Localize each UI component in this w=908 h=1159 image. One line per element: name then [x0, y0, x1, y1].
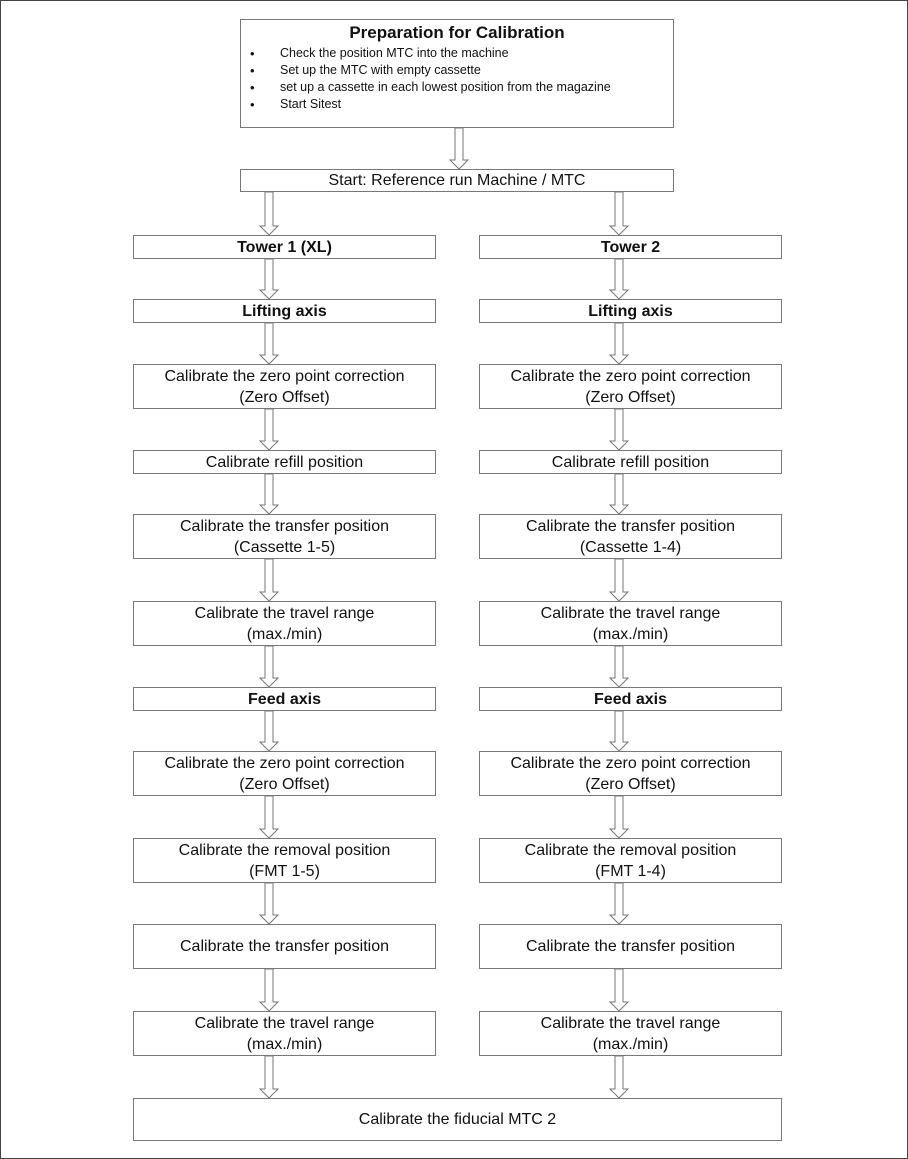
flow-arrow-icon [258, 259, 278, 299]
flow-arrow-icon [608, 969, 628, 1011]
tower1-feed-travel-line1: Calibrate the travel range [194, 1014, 375, 1032]
flow-arrow-icon [608, 259, 628, 299]
tower1-lift-travel-range-box [133, 601, 436, 646]
tower1-feed-axis-box [133, 687, 436, 711]
flow-arrow-icon [608, 1056, 628, 1098]
tower2-refill-box [479, 450, 782, 474]
tower1-lift-zero-line1: Calibrate the zero point correction [164, 367, 405, 385]
tower1-lift-zero-offset-box [133, 364, 436, 409]
tower1-transfer-cassette-box [133, 514, 436, 559]
tower2-feed-travel-line2: (max./min) [592, 1035, 669, 1053]
flow-arrow-icon [258, 409, 278, 450]
flow-arrow-icon [258, 969, 278, 1011]
tower1-feed-travel-range-box [133, 1011, 436, 1056]
tower2-feed-transfer-box [479, 924, 782, 969]
tower1-lift-zero-line2: (Zero Offset) [239, 388, 330, 406]
flow-arrow-icon [608, 192, 628, 235]
tower1-refill-box [133, 450, 436, 474]
preparation-title: Preparation for Calibration [349, 23, 565, 42]
flow-arrow-icon [608, 883, 628, 924]
preparation-item: • Set up the MTC with empty cassette [241, 62, 673, 79]
tower1-transfer-line2: (Cassette 1-5) [233, 538, 336, 556]
tower2-feed-transfer-label: Calibrate the transfer position [526, 938, 735, 955]
tower1-title-box [133, 235, 436, 259]
tower1-transfer-line1: Calibrate the transfer position [180, 517, 389, 535]
tower1-feed-transfer-label: Calibrate the transfer position [180, 938, 389, 955]
tower2-removal-line1: Calibrate the removal position [524, 841, 737, 859]
start-reference-run-label: Start: Reference run Machine / MTC [328, 172, 586, 189]
tower2-feed-travel-range-box [479, 1011, 782, 1056]
flow-arrow-icon [258, 796, 278, 838]
tower2-feed-zero-line1: Calibrate the zero point correction [510, 754, 751, 772]
tower2-lift-travel-line2: (max./min) [592, 625, 669, 643]
preparation-list [241, 45, 673, 113]
tower1-removal-line2: (FMT 1-5) [249, 862, 320, 880]
tower1-feed-zero-offset-box [133, 751, 436, 796]
tower1-removal-box [133, 838, 436, 883]
flow-arrow-icon [258, 323, 278, 364]
tower2-transfer-cassette-box [479, 514, 782, 559]
start-reference-run-box [240, 169, 674, 192]
preparation-item: • set up a cassette in each lowest position from the magazine [241, 79, 673, 96]
flow-arrow-icon [258, 559, 278, 601]
preparation-box [240, 19, 674, 128]
flow-arrow-icon [258, 883, 278, 924]
flow-arrow-icon [258, 646, 278, 687]
tower1-lift-travel-line2: (max./min) [246, 625, 323, 643]
flow-arrow-icon [608, 559, 628, 601]
tower1-feed-zero-line1: Calibrate the zero point correction [164, 754, 405, 772]
tower1-lift-travel-line1: Calibrate the travel range [194, 604, 375, 622]
flow-arrow-icon [258, 192, 278, 235]
tower1-lifting-axis-label: Lifting axis [242, 302, 327, 320]
flow-arrow-icon [608, 711, 628, 751]
tower2-title-box [479, 235, 782, 259]
tower2-refill-label: Calibrate refill position [551, 453, 710, 471]
fiducial-label: Calibrate the fiducial MTC 2 [358, 1111, 557, 1128]
tower2-lift-travel-line1: Calibrate the travel range [540, 604, 721, 622]
flow-arrow-icon [258, 474, 278, 514]
tower1-feed-zero-line2: (Zero Offset) [239, 775, 330, 793]
flow-arrow-icon [448, 128, 468, 169]
flow-arrow-icon [258, 1056, 278, 1098]
tower2-feed-zero-line2: (Zero Offset) [585, 775, 676, 793]
tower2-feed-axis-box [479, 687, 782, 711]
preparation-item: • Check the position MTC into the machine [241, 45, 673, 62]
tower2-lift-zero-offset-box [479, 364, 782, 409]
tower2-feed-travel-line1: Calibrate the travel range [540, 1014, 721, 1032]
tower2-lifting-axis-box [479, 299, 782, 323]
tower2-lifting-axis-label: Lifting axis [588, 302, 673, 320]
tower2-feed-zero-offset-box [479, 751, 782, 796]
flow-arrow-icon [608, 474, 628, 514]
fiducial-box [133, 1098, 782, 1141]
tower2-removal-line2: (FMT 1-4) [595, 862, 666, 880]
tower2-removal-box [479, 838, 782, 883]
tower1-lifting-axis-box [133, 299, 436, 323]
preparation-item: • Start Sitest [241, 96, 673, 113]
tower2-transfer-line2: (Cassette 1-4) [579, 538, 682, 556]
flow-arrow-icon [258, 711, 278, 751]
tower1-feed-travel-line2: (max./min) [246, 1035, 323, 1053]
tower1-feed-axis-label: Feed axis [248, 690, 321, 708]
flow-arrow-icon [608, 323, 628, 364]
tower2-lift-zero-line2: (Zero Offset) [585, 388, 676, 406]
flow-arrow-icon [608, 646, 628, 687]
flow-arrow-icon [608, 409, 628, 450]
tower2-feed-axis-label: Feed axis [594, 690, 667, 708]
tower1-refill-label: Calibrate refill position [205, 453, 364, 471]
tower2-lift-travel-range-box [479, 601, 782, 646]
tower1-title: Tower 1 (XL) [237, 238, 332, 256]
tower2-transfer-line1: Calibrate the transfer position [526, 517, 735, 535]
tower1-removal-line1: Calibrate the removal position [178, 841, 391, 859]
tower2-title: Tower 2 [600, 238, 661, 256]
tower2-lift-zero-line1: Calibrate the zero point correction [510, 367, 751, 385]
flow-arrow-icon [608, 796, 628, 838]
tower1-feed-transfer-box [133, 924, 436, 969]
